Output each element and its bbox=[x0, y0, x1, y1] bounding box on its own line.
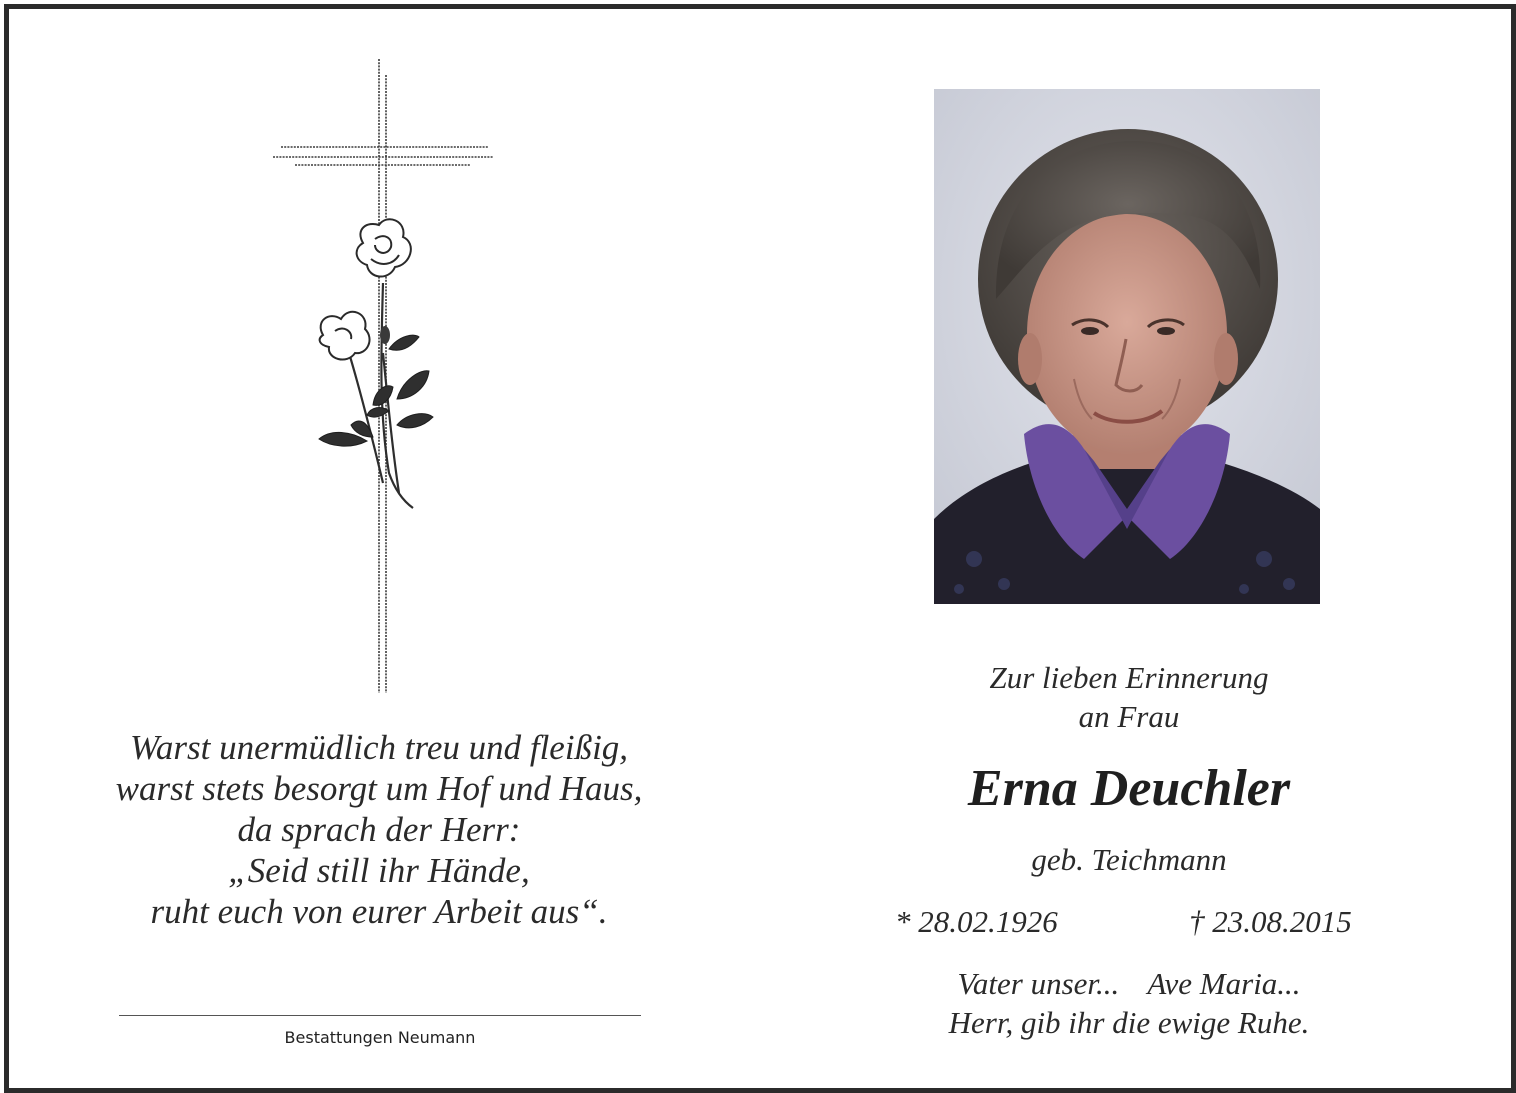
maiden-name: geb. Teichmann bbox=[1031, 842, 1227, 877]
poem-line: „Seid still ihr Hände, bbox=[228, 851, 530, 890]
prayer-text: Ave Maria... bbox=[1147, 966, 1301, 1001]
footer-divider bbox=[119, 1015, 641, 1016]
poem-line: ruht euch von eurer Arbeit aus“. bbox=[150, 892, 608, 931]
prayer bbox=[829, 964, 1429, 1042]
memorial-poem bbox=[49, 727, 709, 932]
intro-line: an Frau bbox=[1078, 699, 1180, 734]
birth-date: * 28.02.1926 bbox=[895, 904, 1058, 939]
deceased-name: Erna Deuchler bbox=[967, 760, 1291, 817]
intro-line: Zur lieben Erinnerung bbox=[989, 660, 1269, 695]
death-date: † 23.08.2015 bbox=[1189, 904, 1352, 939]
prayer-text: Vater unser... bbox=[957, 966, 1120, 1001]
poem-line: da sprach der Herr: bbox=[237, 810, 521, 849]
memorial-intro bbox=[829, 658, 1429, 736]
poem-line: warst stets besorgt um Hof und Haus, bbox=[115, 769, 643, 808]
portrait-photo bbox=[934, 89, 1320, 604]
obituary-card bbox=[4, 4, 1516, 1093]
prayer-line bbox=[829, 964, 1429, 1003]
cross-with-rose-icon bbox=[271, 53, 495, 701]
poem-line: Warst unermüdlich treu und fleißig, bbox=[129, 728, 629, 767]
prayer-line: Herr, gib ihr die ewige Ruhe. bbox=[948, 1005, 1310, 1040]
undertaker-name: Bestattungen Neumann bbox=[284, 1028, 476, 1047]
